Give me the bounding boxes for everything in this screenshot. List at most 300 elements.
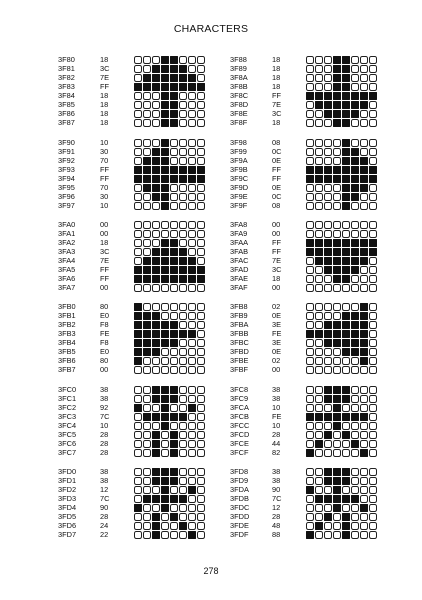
pixel-off bbox=[188, 193, 196, 201]
pixel-on bbox=[342, 321, 350, 329]
character-block bbox=[58, 302, 228, 374]
pixel-on bbox=[143, 312, 151, 320]
pixel-on bbox=[351, 257, 359, 265]
hex-value: 82 bbox=[272, 448, 281, 457]
pixel-off bbox=[306, 513, 314, 521]
pixel-on bbox=[188, 486, 196, 494]
pixel-off bbox=[315, 148, 323, 156]
pixel-on bbox=[152, 74, 160, 82]
pixel-on bbox=[324, 386, 332, 394]
pixel-on bbox=[161, 110, 169, 118]
address-code: 3FCD bbox=[230, 430, 250, 439]
pixel-off bbox=[179, 486, 187, 494]
pixel-off bbox=[306, 395, 314, 403]
pixel-on bbox=[324, 175, 332, 183]
value-column bbox=[272, 385, 281, 457]
pixel-off bbox=[197, 284, 205, 292]
pixel-on bbox=[161, 248, 169, 256]
hex-value: 18 bbox=[272, 73, 281, 82]
hex-value: 10 bbox=[272, 421, 281, 430]
pixel-on bbox=[152, 531, 160, 539]
pixel-off bbox=[369, 348, 377, 356]
pixel-off bbox=[188, 395, 196, 403]
pixel-off bbox=[188, 284, 196, 292]
pixel-on bbox=[170, 386, 178, 394]
pixel-on bbox=[333, 248, 341, 256]
pixel-off bbox=[333, 230, 341, 238]
pixel-off bbox=[360, 56, 368, 64]
pixel-on bbox=[342, 202, 350, 210]
pixel-off bbox=[369, 513, 377, 521]
pixel-on bbox=[161, 275, 169, 283]
pixel-off bbox=[179, 303, 187, 311]
pixel-off bbox=[342, 357, 350, 365]
hex-value: 7C bbox=[100, 494, 110, 503]
pixel-off bbox=[360, 486, 368, 494]
address-code: 3FD0 bbox=[58, 467, 77, 476]
pixel-on bbox=[161, 202, 169, 210]
hex-value: 38 bbox=[100, 385, 109, 394]
address-code: 3F93 bbox=[58, 165, 75, 174]
pixel-on bbox=[369, 248, 377, 256]
pixel-off bbox=[369, 468, 377, 476]
pixel-off bbox=[143, 193, 151, 201]
pixel-on bbox=[351, 92, 359, 100]
page-title: CHARACTERS bbox=[173, 23, 249, 35]
pixel-on bbox=[324, 248, 332, 256]
pixel-off bbox=[315, 193, 323, 201]
pixel-off bbox=[188, 339, 196, 347]
pixel-on bbox=[333, 92, 341, 100]
pixel-on bbox=[134, 83, 142, 91]
pixel-off bbox=[306, 101, 314, 109]
pixel-grid bbox=[305, 302, 377, 374]
pixel-on bbox=[134, 504, 142, 512]
pixel-off bbox=[134, 284, 142, 292]
pixel-on bbox=[134, 312, 142, 320]
address-code: 3F91 bbox=[58, 147, 75, 156]
address-code: 3F81 bbox=[58, 64, 75, 73]
pixel-off bbox=[197, 119, 205, 127]
pixel-on bbox=[134, 303, 142, 311]
pixel-on bbox=[369, 92, 377, 100]
pixel-off bbox=[369, 230, 377, 238]
pixel-off bbox=[306, 202, 314, 210]
pixel-off bbox=[197, 65, 205, 73]
pixel-on bbox=[152, 83, 160, 91]
pixel-on bbox=[170, 248, 178, 256]
pixel-on bbox=[143, 266, 151, 274]
hex-value: 3C bbox=[272, 109, 282, 118]
pixel-off bbox=[197, 513, 205, 521]
pixel-off bbox=[315, 431, 323, 439]
hex-value: 18 bbox=[100, 55, 109, 64]
pixel-off bbox=[306, 431, 314, 439]
pixel-on bbox=[306, 531, 314, 539]
pixel-off bbox=[306, 284, 314, 292]
pixel-off bbox=[179, 440, 187, 448]
pixel-on bbox=[134, 321, 142, 329]
hex-value: 30 bbox=[100, 147, 109, 156]
address-code: 3FA1 bbox=[58, 229, 76, 238]
pixel-off bbox=[134, 92, 142, 100]
hex-value: 38 bbox=[272, 385, 281, 394]
pixel-off bbox=[179, 92, 187, 100]
pixel-on bbox=[179, 74, 187, 82]
pixel-on bbox=[324, 477, 332, 485]
pixel-on bbox=[333, 395, 341, 403]
pixel-off bbox=[197, 202, 205, 210]
pixel-off bbox=[170, 422, 178, 430]
pixel-on bbox=[333, 275, 341, 283]
pixel-on bbox=[306, 166, 314, 174]
address-code: 3F84 bbox=[58, 91, 75, 100]
address-code: 3FCA bbox=[230, 403, 249, 412]
address-code: 3FB1 bbox=[58, 311, 76, 320]
character-block bbox=[230, 302, 400, 374]
pixel-off bbox=[369, 404, 377, 412]
address-code: 3FB9 bbox=[230, 311, 248, 320]
pixel-off bbox=[333, 184, 341, 192]
pixel-on bbox=[170, 119, 178, 127]
address-code: 3FA9 bbox=[230, 229, 248, 238]
pixel-off bbox=[179, 110, 187, 118]
pixel-on bbox=[134, 166, 142, 174]
pixel-off bbox=[360, 202, 368, 210]
hex-value: 00 bbox=[272, 365, 281, 374]
pixel-off bbox=[143, 440, 151, 448]
hex-value: 02 bbox=[272, 302, 281, 311]
pixel-off bbox=[315, 422, 323, 430]
pixel-on bbox=[351, 321, 359, 329]
pixel-off bbox=[134, 449, 142, 457]
address-code: 3F8F bbox=[230, 118, 248, 127]
pixel-off bbox=[315, 230, 323, 238]
pixel-on bbox=[333, 257, 341, 265]
pixel-off bbox=[134, 422, 142, 430]
hex-value: 38 bbox=[272, 476, 281, 485]
hex-value: 12 bbox=[272, 503, 281, 512]
pixel-off bbox=[324, 348, 332, 356]
pixel-off bbox=[134, 119, 142, 127]
pixel-on bbox=[143, 339, 151, 347]
pixel-off bbox=[351, 431, 359, 439]
pixel-off bbox=[161, 348, 169, 356]
pixel-off bbox=[351, 531, 359, 539]
hex-value: 18 bbox=[100, 238, 109, 247]
hex-value: FF bbox=[272, 174, 282, 183]
hex-value: 38 bbox=[100, 467, 109, 476]
pixel-on bbox=[179, 522, 187, 530]
pixel-off bbox=[324, 312, 332, 320]
pixel-off bbox=[369, 440, 377, 448]
address-code: 3FC2 bbox=[58, 403, 77, 412]
pixel-off bbox=[197, 504, 205, 512]
pixel-on bbox=[143, 184, 151, 192]
pixel-on bbox=[360, 303, 368, 311]
pixel-off bbox=[315, 339, 323, 347]
pixel-off bbox=[315, 348, 323, 356]
pixel-off bbox=[333, 522, 341, 530]
pixel-off bbox=[143, 386, 151, 394]
pixel-on bbox=[170, 513, 178, 521]
pixel-off bbox=[324, 230, 332, 238]
pixel-off bbox=[197, 303, 205, 311]
pixel-off bbox=[315, 266, 323, 274]
value-column bbox=[100, 467, 109, 539]
value-column bbox=[272, 302, 281, 374]
pixel-off bbox=[360, 422, 368, 430]
pixel-off bbox=[188, 321, 196, 329]
pixel-on bbox=[324, 266, 332, 274]
pixel-off bbox=[351, 404, 359, 412]
pixel-on bbox=[324, 92, 332, 100]
address-code: 3F95 bbox=[58, 183, 75, 192]
pixel-off bbox=[134, 477, 142, 485]
pixel-on bbox=[315, 413, 323, 421]
pixel-on bbox=[342, 468, 350, 476]
hex-value: 18 bbox=[272, 55, 281, 64]
pixel-off bbox=[179, 348, 187, 356]
hex-value: 7E bbox=[100, 256, 110, 265]
pixel-off bbox=[369, 266, 377, 274]
hex-value: FE bbox=[100, 329, 110, 338]
character-block bbox=[230, 385, 400, 457]
pixel-on bbox=[333, 386, 341, 394]
pixel-on bbox=[170, 101, 178, 109]
pixel-off bbox=[143, 468, 151, 476]
pixel-off bbox=[161, 303, 169, 311]
pixel-on bbox=[170, 175, 178, 183]
pixel-on bbox=[152, 440, 160, 448]
pixel-off bbox=[360, 366, 368, 374]
address-column bbox=[58, 385, 76, 457]
hex-value: 18 bbox=[100, 91, 109, 100]
address-code: 3FD4 bbox=[58, 503, 77, 512]
pixel-on bbox=[170, 275, 178, 283]
address-code: 3FC4 bbox=[58, 421, 77, 430]
pixel-on bbox=[351, 110, 359, 118]
pixel-off bbox=[369, 148, 377, 156]
pixel-on bbox=[152, 312, 160, 320]
hex-value: 38 bbox=[272, 394, 281, 403]
address-code: 3FCE bbox=[230, 439, 249, 448]
pixel-on bbox=[360, 348, 368, 356]
pixel-off bbox=[188, 139, 196, 147]
pixel-off bbox=[324, 422, 332, 430]
address-code: 3FA3 bbox=[58, 247, 76, 256]
pixel-off bbox=[143, 303, 151, 311]
pixel-off bbox=[134, 65, 142, 73]
pixel-off bbox=[369, 284, 377, 292]
pixel-off bbox=[315, 513, 323, 521]
pixel-off bbox=[369, 110, 377, 118]
pixel-off bbox=[197, 366, 205, 374]
pixel-off bbox=[143, 486, 151, 494]
pixel-on bbox=[360, 449, 368, 457]
pixel-on bbox=[360, 413, 368, 421]
pixel-off bbox=[324, 202, 332, 210]
pixel-on bbox=[188, 257, 196, 265]
pixel-off bbox=[306, 230, 314, 238]
pixel-off bbox=[360, 110, 368, 118]
pixel-off bbox=[179, 395, 187, 403]
pixel-off bbox=[179, 531, 187, 539]
pixel-off bbox=[143, 119, 151, 127]
value-column bbox=[100, 220, 109, 292]
pixel-off bbox=[324, 504, 332, 512]
address-code: 3FB6 bbox=[58, 356, 76, 365]
pixel-on bbox=[143, 495, 151, 503]
pixel-on bbox=[360, 330, 368, 338]
pixel-on bbox=[152, 348, 160, 356]
pixel-off bbox=[333, 221, 341, 229]
pixel-off bbox=[333, 312, 341, 320]
pixel-off bbox=[134, 495, 142, 503]
pixel-off bbox=[324, 449, 332, 457]
pixel-off bbox=[369, 101, 377, 109]
pixel-off bbox=[351, 230, 359, 238]
hex-value: 30 bbox=[100, 192, 109, 201]
pixel-on bbox=[360, 257, 368, 265]
pixel-on bbox=[161, 413, 169, 421]
pixel-off bbox=[315, 449, 323, 457]
pixel-off bbox=[369, 74, 377, 82]
pixel-off bbox=[134, 440, 142, 448]
pixel-off bbox=[306, 119, 314, 127]
pixel-off bbox=[152, 357, 160, 365]
hex-value: 00 bbox=[100, 220, 109, 229]
pixel-off bbox=[306, 257, 314, 265]
pixel-on bbox=[351, 184, 359, 192]
pixel-on bbox=[315, 257, 323, 265]
pixel-off bbox=[360, 230, 368, 238]
hex-value: 28 bbox=[100, 439, 109, 448]
pixel-on bbox=[143, 330, 151, 338]
address-code: 3F8B bbox=[230, 82, 248, 91]
address-code: 3F92 bbox=[58, 156, 75, 165]
pixel-off bbox=[360, 119, 368, 127]
pixel-on bbox=[161, 266, 169, 274]
pixel-on bbox=[342, 139, 350, 147]
pixel-on bbox=[179, 495, 187, 503]
pixel-on bbox=[161, 175, 169, 183]
pixel-off bbox=[369, 522, 377, 530]
pixel-off bbox=[188, 184, 196, 192]
pixel-off bbox=[306, 468, 314, 476]
address-column bbox=[230, 55, 248, 127]
pixel-on bbox=[197, 175, 205, 183]
pixel-off bbox=[197, 395, 205, 403]
pixel-off bbox=[134, 56, 142, 64]
address-code: 3F8D bbox=[230, 100, 249, 109]
pixel-off bbox=[143, 230, 151, 238]
pixel-on bbox=[315, 175, 323, 183]
pixel-off bbox=[360, 440, 368, 448]
hex-value: 02 bbox=[272, 356, 281, 365]
pixel-off bbox=[197, 230, 205, 238]
pixel-off bbox=[134, 486, 142, 494]
pixel-on bbox=[170, 266, 178, 274]
pixel-off bbox=[152, 239, 160, 247]
pixel-on bbox=[161, 339, 169, 347]
hex-value: 00 bbox=[272, 220, 281, 229]
address-code: 3F9D bbox=[230, 183, 249, 192]
pixel-off bbox=[333, 148, 341, 156]
pixel-on bbox=[143, 275, 151, 283]
address-code: 3FA4 bbox=[58, 256, 76, 265]
value-column bbox=[100, 302, 109, 374]
pixel-on bbox=[324, 110, 332, 118]
pixel-off bbox=[143, 522, 151, 530]
pixel-on bbox=[188, 175, 196, 183]
pixel-grid bbox=[305, 220, 377, 292]
pixel-on bbox=[342, 330, 350, 338]
address-column bbox=[230, 302, 249, 374]
pixel-on bbox=[333, 330, 341, 338]
character-block bbox=[58, 385, 228, 457]
pixel-on bbox=[179, 166, 187, 174]
pixel-grid bbox=[305, 467, 377, 539]
hex-value: 7E bbox=[100, 73, 110, 82]
pixel-off bbox=[324, 284, 332, 292]
pixel-off bbox=[134, 157, 142, 165]
pixel-on bbox=[152, 321, 160, 329]
hex-value: FF bbox=[272, 247, 282, 256]
pixel-off bbox=[306, 221, 314, 229]
pixel-off bbox=[179, 339, 187, 347]
address-code: 3FC3 bbox=[58, 412, 77, 421]
pixel-off bbox=[188, 477, 196, 485]
hex-value: 18 bbox=[100, 109, 109, 118]
hex-value: 00 bbox=[100, 229, 109, 238]
pixel-off bbox=[179, 239, 187, 247]
pixel-off bbox=[360, 148, 368, 156]
hex-value: 18 bbox=[272, 118, 281, 127]
pixel-off bbox=[134, 139, 142, 147]
pixel-on bbox=[342, 248, 350, 256]
pixel-off bbox=[188, 65, 196, 73]
pixel-on bbox=[342, 74, 350, 82]
pixel-off bbox=[342, 221, 350, 229]
pixel-off bbox=[333, 431, 341, 439]
pixel-off bbox=[152, 504, 160, 512]
pixel-on bbox=[324, 431, 332, 439]
pixel-on bbox=[134, 357, 142, 365]
pixel-off bbox=[134, 110, 142, 118]
pixel-on bbox=[143, 83, 151, 91]
pixel-off bbox=[161, 522, 169, 530]
pixel-off bbox=[324, 193, 332, 201]
pixel-on bbox=[342, 239, 350, 247]
pixel-off bbox=[188, 386, 196, 394]
pixel-on bbox=[342, 339, 350, 347]
address-code: 3FC8 bbox=[230, 385, 249, 394]
pixel-off bbox=[360, 531, 368, 539]
pixel-on bbox=[161, 193, 169, 201]
pixel-off bbox=[143, 65, 151, 73]
pixel-off bbox=[333, 139, 341, 147]
pixel-on bbox=[351, 339, 359, 347]
pixel-off bbox=[152, 221, 160, 229]
pixel-off bbox=[333, 157, 341, 165]
pixel-off bbox=[369, 321, 377, 329]
address-code: 3FCF bbox=[230, 448, 249, 457]
character-block bbox=[58, 467, 228, 539]
hex-value: 00 bbox=[272, 229, 281, 238]
pixel-on bbox=[152, 413, 160, 421]
pixel-off bbox=[306, 110, 314, 118]
